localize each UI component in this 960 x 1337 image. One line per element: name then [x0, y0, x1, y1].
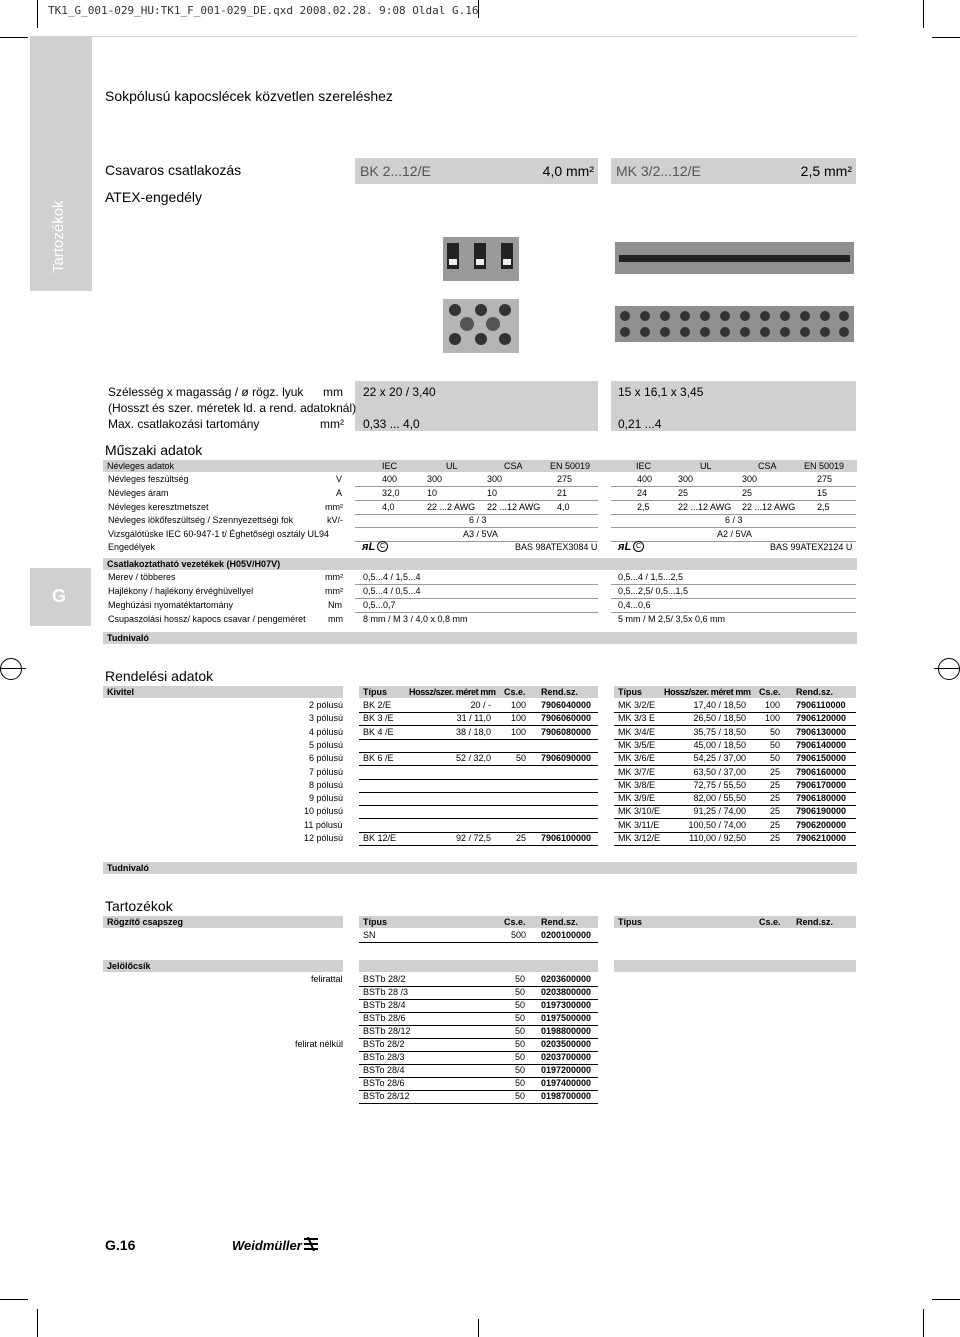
divider [359, 845, 598, 846]
tech-cell-p1: 32,0 [382, 488, 400, 498]
csa-mark-icon: C [633, 541, 644, 552]
pole-label: 5 pólusú [309, 739, 344, 750]
qty-header: Cs.e. [759, 917, 781, 927]
dims-unit: mm [323, 385, 343, 399]
pole-label: 9 pólusú [309, 793, 344, 804]
max-range-label: Max. csatlakozási tartomány [108, 417, 260, 431]
markers-p2-header [614, 960, 856, 972]
tech-cell-p2: 275 [817, 474, 833, 484]
approvals-label: Engedélyek [108, 542, 156, 552]
marker-qty: 50 [515, 974, 526, 984]
divider [355, 584, 598, 585]
divider [614, 845, 856, 846]
tech-cell-p1: 400 [382, 474, 398, 484]
marker-type: BSTb 28/12 [363, 1026, 411, 1036]
order-code: 7906190000 [796, 806, 847, 817]
order-type: BK 4 /E [363, 726, 394, 737]
order-qty: 100 [510, 726, 526, 737]
order-type: BK 3 /E [363, 713, 394, 724]
wire-cell-p1: 0,5...0,7 [363, 600, 396, 610]
wire-cell-p1: 8 mm / M 3 / 4,0 x 0,8 mm [363, 614, 468, 624]
crop-mark [478, 0, 479, 18]
order-qty: 25 [769, 779, 780, 790]
marker-code: 0203600000 [541, 974, 592, 984]
order-qty: 25 [769, 833, 780, 843]
tech-cell-p1: 4,0 [382, 502, 395, 512]
col-iec: IEC [636, 461, 652, 471]
order-dim: 38 / 18,0 [455, 726, 491, 737]
order-qty: 25 [769, 793, 780, 804]
tech-cell-p1: 4,0 [557, 502, 570, 512]
screw-connection-label: Csavaros csatlakozás [105, 162, 242, 178]
order-dim: 26,50 / 18,50 [693, 713, 746, 724]
divider [359, 765, 598, 766]
order-dim: 63,50 / 37,00 [693, 766, 746, 777]
pin-header: Rögzítő csapszeg [107, 917, 184, 927]
order-type: MK 3/7/E [618, 766, 656, 777]
probe-label: Vizsgálótüske IEC 60-947-1 t/ Éghetőségi osztály UL94 [108, 529, 329, 539]
surge-p1: 6 / 3 [469, 515, 487, 525]
kivitel-label: Kivitel [107, 687, 135, 697]
order-qty: 100 [510, 700, 526, 710]
crop-mark [923, 0, 924, 28]
crop-mark [923, 1309, 924, 1337]
col-csa: CSA [758, 461, 777, 471]
probe-p1: A3 / 5VA [463, 529, 498, 539]
file-header: TK1_G_001-029_HU:TK1_F_001-029_DE.qxd 2008.02.28. 9:08 Oldal G.16 [48, 4, 479, 17]
marker-type: BSTb 28 /3 [363, 987, 409, 997]
crop-mark [0, 37, 28, 38]
marker-qty: 50 [515, 1013, 526, 1023]
tech-cell-p2: 300 [678, 474, 694, 484]
marker-code: 0197400000 [541, 1078, 592, 1088]
crop-mark [478, 1319, 479, 1337]
dim-header: Hossz/szer. méret mm [664, 687, 751, 697]
dim-header: Hossz/szer. méret mm [409, 687, 496, 697]
order-code: 7906150000 [796, 753, 847, 764]
product2-header [611, 158, 856, 184]
dims-label: Szélesség x magasság / ø rögz. lyuk [108, 385, 304, 399]
col-ul: UL [446, 461, 458, 471]
order-dim: 52 / 32,0 [455, 753, 491, 764]
type-header: Típus [618, 687, 642, 697]
pole-label: 10 pólusú [304, 806, 344, 817]
qty-header: Cs.e. [504, 687, 526, 697]
order-qty: 50 [769, 753, 780, 764]
wires-header-bar [103, 558, 857, 570]
pin-header-bar [103, 916, 343, 928]
order-qty: 100 [764, 713, 780, 724]
accessories-title: Tartozékok [105, 898, 173, 914]
order-code: 7906110000 [796, 700, 846, 710]
qty-header: Cs.e. [759, 687, 781, 697]
tech-header: Névleges adatok [107, 461, 175, 471]
section-letter: G [52, 586, 67, 606]
divider [359, 739, 598, 740]
divider [355, 486, 598, 487]
order-dim: 92 / 72,5 [455, 833, 491, 843]
markers-header: Jelölőcsík [107, 961, 151, 971]
order-code: 7906180000 [796, 793, 847, 804]
pole-label: 11 pólusú [304, 819, 343, 830]
divider [611, 486, 856, 487]
wire-row-unit: mm² [325, 586, 343, 596]
tech-cell-p2: 400 [637, 474, 653, 484]
marker-qty: 50 [515, 1052, 526, 1062]
order-qty: 25 [515, 833, 526, 843]
order-qty: 25 [769, 806, 780, 817]
marker-code: 0197300000 [541, 1000, 592, 1010]
csa-mark-icon: C [377, 541, 388, 552]
approvals-p1: BAS 98ATEX3084 U [515, 542, 598, 552]
pole-label: 2 pólusú [309, 700, 344, 710]
product1-name: BK 2...12/E [360, 163, 431, 179]
divider [611, 598, 856, 599]
note-label: Tudnivaló [107, 633, 149, 643]
marker-qty: 50 [515, 1000, 526, 1010]
divider [359, 1103, 598, 1104]
code-header: Rend.sz. [541, 687, 579, 697]
tech-cell-p2: 300 [742, 474, 758, 484]
top-frame-line [91, 36, 92, 291]
ul-mark-icon: ᴙL [618, 541, 632, 553]
marker-code: 0203500000 [541, 1039, 592, 1049]
tech-cell-p2: 25 [678, 488, 689, 498]
order-type: MK 3/11/E [618, 819, 660, 830]
wire-cell-p1: 0,5...4 / 0,5...4 [363, 586, 421, 596]
section-tab [30, 568, 91, 626]
qty-header: Cs.e. [504, 917, 526, 927]
type-header: Típus [363, 917, 387, 927]
order-code: 7906080000 [541, 726, 592, 737]
marker-qty: 50 [515, 1026, 526, 1036]
marker-type: BSTb 28/6 [363, 1013, 406, 1023]
col-en: EN 50019 [804, 461, 845, 471]
pole-label: 12 pólusú [304, 833, 344, 843]
order-type: MK 3/10/E [618, 806, 661, 817]
page-title: Sokpólusú kapocslécek közvetlen szereléshez [105, 88, 393, 104]
tech-cell-p2: 24 [637, 488, 648, 498]
side-tab-label: Tartozékok [50, 200, 67, 273]
tech-cell-p2: 25 [742, 488, 753, 498]
tech-row-unit: V [336, 474, 343, 484]
tech-cell-p2: 15 [817, 488, 828, 498]
tech-cell-p1: 22 ...2 AWG [427, 502, 476, 512]
tech-cell-p1: 275 [557, 474, 573, 484]
pole-label: 6 pólusú [309, 753, 344, 764]
product2-image [615, 242, 854, 342]
order-dim: 35,75 / 18,50 [693, 726, 746, 737]
page-number: G.16 [105, 1237, 136, 1253]
tech-cell-p2: 2,5 [637, 502, 650, 512]
crop-mark [932, 37, 960, 38]
marker-code: 0203700000 [541, 1052, 592, 1062]
tech-row-unit: mm² [325, 502, 343, 512]
order-dim: 17,40 / 18,50 [693, 700, 746, 710]
divider [611, 584, 856, 585]
order-type: MK 3/3 E [618, 713, 656, 724]
col-ul: UL [700, 461, 712, 471]
surge-unit: kV/- [327, 515, 344, 525]
side-tab [30, 36, 91, 291]
marker-code: 0198700000 [541, 1091, 592, 1101]
wire-cell-p2: 0,5...2,5/ 0,5...1,5 [618, 586, 689, 596]
brand-logo: Weidmüller [232, 1238, 302, 1253]
product2-range: 0,21 ...4 [618, 417, 662, 431]
tech-cell-p1: 300 [427, 474, 443, 484]
pin-type: SN [363, 930, 376, 940]
registration-mark [0, 668, 26, 669]
order-code: 7906040000 [541, 700, 592, 710]
marker-type: BSTo 28/4 [363, 1065, 405, 1075]
divider [359, 942, 598, 943]
col-iec: IEC [382, 461, 398, 471]
order-dim: 82,00 / 55,50 [693, 793, 746, 804]
order-type: MK 3/8/E [618, 779, 656, 790]
note-bar [103, 862, 857, 874]
order-type: MK 3/6/E [618, 753, 656, 764]
order-qty: 50 [769, 739, 780, 750]
tech-row-label: Névleges keresztmetszet [108, 502, 209, 512]
wire-row-label: Csupaszolási hossz/ kapocs csavar / pengeméret [108, 614, 306, 624]
order-type: BK 12/E [363, 833, 397, 843]
divider [611, 527, 856, 528]
marker-type: BSTo 28/3 [363, 1052, 405, 1062]
col-en: EN 50019 [550, 461, 591, 471]
divider [359, 818, 598, 819]
wires-header: Csatlakoztatható vezetékek (H05V/H07V) [107, 559, 281, 569]
wire-cell-p1: 0,5...4 / 1,5...4 [363, 572, 421, 582]
kivitel-bar [103, 686, 343, 698]
order-type: MK 3/12/E [618, 833, 661, 843]
product1-header [355, 158, 598, 184]
dims-note: (Hosszt és szer. méretek ld. a rend. adatoknál) [108, 401, 357, 415]
marker-type: BSTo 28/2 [363, 1039, 405, 1049]
divider [359, 779, 598, 780]
pin-p1-header [359, 916, 598, 928]
marker-qty: 50 [515, 1091, 526, 1101]
product1-section: 4,0 mm² [542, 163, 594, 179]
wire-row-label: Meghúzási nyomatéktartomány [108, 600, 234, 610]
order-qty: 50 [769, 726, 780, 737]
pole-label: 8 pólusú [309, 779, 344, 790]
tech-cell-p1: 300 [487, 474, 503, 484]
type-header: Típus [363, 687, 387, 697]
max-range-unit: mm² [320, 417, 344, 431]
pin-code: 0200100000 [541, 930, 592, 940]
order-dim: 110,00 / 92,50 [689, 833, 746, 843]
order-qty: 100 [764, 700, 780, 710]
order-qty: 100 [510, 713, 526, 724]
tech-cell-p2: 22 ...12 AWG [678, 502, 732, 512]
order-code: 7906140000 [796, 739, 847, 750]
divider [359, 805, 598, 806]
ul-mark-icon: ᴙL [362, 541, 376, 553]
pole-label: 4 pólusú [309, 726, 344, 737]
product1-range: 0,33 ... 4,0 [363, 417, 420, 431]
marker-type: BSTo 28/12 [363, 1091, 410, 1101]
col-csa: CSA [504, 461, 523, 471]
divider [355, 612, 598, 613]
surge-p2: 6 / 3 [725, 515, 743, 525]
tech-title: Műszaki adatok [105, 442, 203, 458]
order-qty: 25 [769, 766, 780, 777]
ordering-title: Rendelési adatok [105, 668, 214, 684]
pin-qty: 500 [511, 930, 527, 940]
wire-row-unit: mm² [325, 572, 343, 582]
order-code: 7906170000 [796, 779, 847, 790]
order-dim: 45,00 / 18,50 [693, 739, 746, 750]
note-label: Tudnivaló [107, 863, 149, 873]
order-dim: 31 / 11,0 [456, 713, 491, 724]
order-code: 7906160000 [796, 766, 847, 777]
marker-code: 0197200000 [541, 1065, 592, 1075]
top-frame-line [91, 36, 857, 37]
divider [359, 792, 598, 793]
order-type: MK 3/2/E [618, 700, 656, 710]
wire-row-label: Hajlékony / hajlékony érvéghüvellyel [108, 586, 254, 596]
divider [355, 598, 598, 599]
product2-size: 15 x 16,1 x 3,45 [618, 385, 704, 399]
pole-label: 3 pólusú [309, 713, 344, 724]
tech-cell-p1: 22 ...12 AWG [487, 502, 541, 512]
marker-qty: 50 [515, 1039, 526, 1049]
pin-p2-header [614, 916, 856, 928]
tech-cell-p1: 10 [427, 488, 438, 498]
divider [355, 527, 598, 528]
code-header: Rend.sz. [796, 917, 834, 927]
order-code: 7906060000 [541, 713, 592, 724]
registration-mark [0, 658, 22, 680]
marker-qty: 50 [515, 1065, 526, 1075]
divider [611, 612, 856, 613]
marker-code: 0203800000 [541, 987, 592, 997]
order-code: 7906100000 [541, 833, 592, 843]
wire-row-label: Merev / többeres [108, 572, 176, 582]
tech-row-label: Névleges feszültség [108, 474, 189, 484]
order-type: BK 2/E [363, 700, 392, 710]
top-frame-cap [91, 36, 857, 68]
tech-header-bar [103, 460, 857, 472]
order-type: MK 3/9/E [618, 793, 656, 804]
atex-label: ATEX-engedély [105, 189, 203, 205]
code-header: Rend.sz. [541, 917, 579, 927]
order-type: BK 6 /E [363, 753, 394, 764]
order-dim: 20 / - [470, 700, 491, 710]
order-dim: 91,25 / 74,00 [693, 806, 746, 817]
marker-qty: 50 [515, 987, 526, 997]
code-header: Rend.sz. [796, 687, 834, 697]
tech-row-label: Névleges áram [108, 488, 169, 498]
type-header: Típus [618, 917, 642, 927]
markers-p1-header [359, 960, 598, 972]
product2-section: 2,5 mm² [800, 163, 852, 179]
order-code: 7906210000 [796, 833, 847, 843]
wire-row-unit: mm [328, 614, 343, 624]
order-code: 7906120000 [796, 713, 847, 724]
wire-cell-p2: 0,5...4 / 1,5...2,5 [618, 572, 684, 582]
registration-mark [938, 658, 960, 680]
order-dim: 72,75 / 55,50 [693, 779, 746, 790]
marker-code: 0197500000 [541, 1013, 592, 1023]
registration-mark [934, 668, 960, 669]
tech-cell-p1: 10 [487, 488, 498, 498]
without-label: felirat nélkül [295, 1039, 344, 1049]
p1-order-header [359, 686, 598, 698]
order-code: 7906090000 [541, 753, 592, 764]
product1-size: 22 x 20 / 3,40 [363, 385, 436, 399]
marker-qty: 50 [515, 1078, 526, 1088]
tech-cell-p1: 21 [557, 488, 568, 498]
probe-p2: A2 / 5VA [717, 529, 752, 539]
product2-name: MK 3/2...12/E [616, 163, 701, 179]
crop-mark [37, 0, 38, 28]
order-code: 7906200000 [796, 819, 847, 830]
crop-mark [932, 1299, 960, 1300]
order-dim: 100,50 / 74,00 [688, 819, 746, 830]
order-type: MK 3/5/E [618, 739, 656, 750]
wire-row-unit: Nm [328, 600, 342, 610]
wire-cell-p2: 0,4...0,6 [618, 600, 651, 610]
markers-header-bar [103, 960, 343, 972]
marker-type: BSTb 28/2 [363, 974, 406, 984]
order-dim: 54,25 / 37,00 [693, 753, 746, 764]
marker-code: 0198800000 [541, 1026, 592, 1036]
pole-label: 7 pólusú [309, 766, 344, 777]
tech-cell-p2: 22 ...12 AWG [742, 502, 796, 512]
approvals-p2: BAS 99ATEX2124 U [770, 542, 853, 552]
order-code: 7906130000 [796, 726, 847, 737]
crop-mark [0, 1299, 28, 1300]
order-qty: 50 [515, 753, 526, 764]
with-label: felirattal [311, 974, 343, 984]
divider [611, 500, 856, 501]
order-type: MK 3/4/E [618, 726, 656, 737]
crop-mark [37, 1309, 38, 1337]
surge-label: Névleges lökőfeszültség / Szennyezettségi fok [108, 515, 294, 525]
note-bar [103, 632, 857, 644]
p2-order-header [614, 686, 856, 698]
wire-cell-p2: 5 mm / M 2,5/ 3,5x 0,6 mm [618, 614, 726, 624]
tech-row-unit: A [336, 488, 343, 498]
tech-cell-p2: 2,5 [817, 502, 830, 512]
brand-logo-icon [303, 1237, 319, 1251]
product1-image [443, 233, 519, 353]
marker-type: BSTo 28/6 [363, 1078, 405, 1088]
marker-type: BSTb 28/4 [363, 1000, 406, 1010]
order-qty: 25 [769, 819, 780, 830]
divider [355, 500, 598, 501]
